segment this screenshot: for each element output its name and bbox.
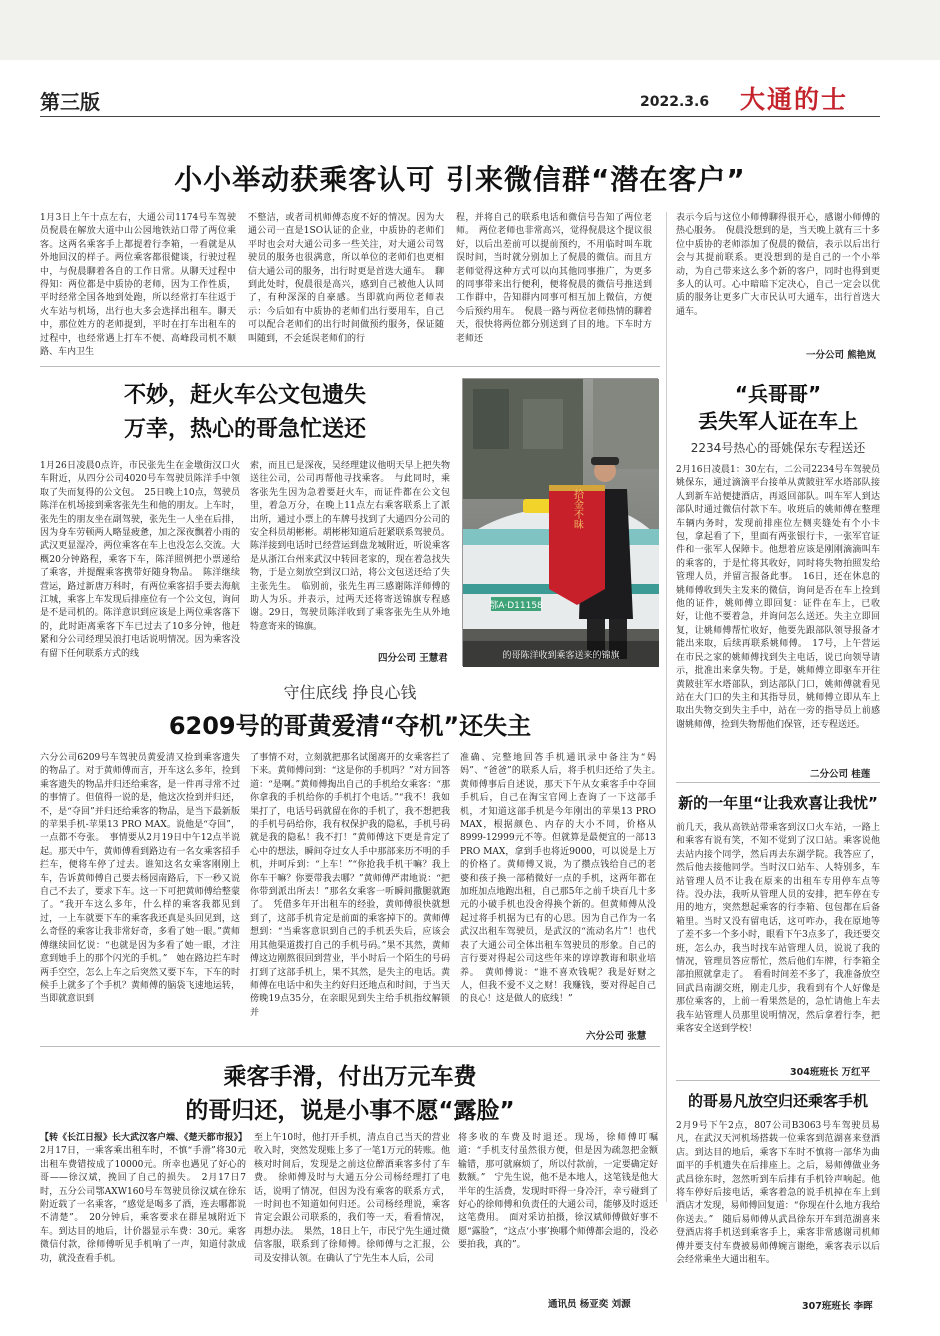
article5-body: 前几天，我从高铁站带乘客到汉口火车站，一路上和乘客有说有笑，不知不觉到了汉口站。乘客说他去站内接个同学，然后再去东湖学院。我答应了，然后他去接他同学。当时汉口站车、人特别多，车站管理人员不让我在原来的出租车专用停车点等待。没办法，我听从管理人员的安排，把车停在专用的地方，突然想起乘客的行李箱、包包都在后备箱里。当时又没有留电话，这可咋办，我在原地等了差不多一个多小时，眼看下午3点多了，我还要交班，怎么办，我当时找车站管理人员，说说了我的情况，管理员答应帮忙，然后他们车牌，行李箱全部拍照就拿走了。 看看时间差不多了，我准备放空回武昌南湖交班，刚走几步，我看到有个人好像是那位乘客的，上前一看果然是的，急忙请他上车去我车站管理人员那里说明情况，然后拿着行李，把乘客安全送到学校！ — [676, 823, 880, 1035]
article6-col3: 将多收的车费及时退还。现场，徐师傅叮嘱道：“手机支付虽然很方便，但是因为疏忽把金额输错，那可就麻烦了，所以付款前，一定要确定好数额。” 宁先生说，他不是本地人，这笔钱是他大半年的生活费，发现时吓得一身冷汗，幸亏碰到了好心的徐师傅和负责任的大通公司，能够及时返还这笔费用。 面对采访拍摄，徐汉斌师傅做好事不愿“露脸”，“这点‘小事’换哪个师傅都会退的，没必要拍我，真的”。 — [458, 1133, 658, 1251]
header-rule — [40, 116, 880, 117]
column-divider — [666, 212, 667, 1202]
article6-title-line1: 乘客手滑，付出万元车费 — [223, 1064, 477, 1090]
issue-date: 2022.3.6 — [640, 94, 710, 110]
article4-byline: 六分公司 张慧 — [586, 1031, 647, 1042]
article6-col1 — [40, 1132, 246, 1312]
divider — [40, 366, 660, 367]
article1-title: 小小举动获乘客认可 引来微信群“潜在客户” — [174, 163, 746, 196]
page-top-margin — [0, 0, 940, 60]
article3-byline: 二分公司 桂莲 — [810, 769, 871, 780]
article5-title: 新的一年里“让我欢喜让我忧” — [678, 794, 878, 812]
divider — [676, 1080, 880, 1081]
license-plate-text: 鄂A·D11158 — [489, 601, 543, 611]
article2-col1: 1月26日凌晨0点许，市民张先生在金墩街汉口火车附近，从四分公司4020号车驾驶员陈洋手中领取了失而复得的公文包。 25日晚上10点，驾驶员陈洋在机场接到乘客张先生和他的朋友。上车时，张先生的朋友坐在副驾驶，张先生一人坐在后排，因为身车劳顿两人略显疲惫，加之深夜飘着小雨的武汉更显湿冷，两位乘客在车上也没怎么交流。大概20分钟路程，乘客下车，陈洋照例把小票递给了乘客，并提醒乘客携带好随身物品。 陈洋继续营运，路过新唐万科时，有两位乘客招手要去海航江城，乘客上车发现后排座位有一个公文包，询问是不是司机的。陈洋意识到应该是上两位乘客落下的，此时距离乘客下车已过去了10多分钟，他赶紧和分公司经理吴浪打电话说明情况。因为乘客没有留下任何联系方式的线 — [40, 461, 240, 659]
article7-title: 的哥易凡放空归还乘客手机 — [687, 1092, 868, 1110]
article3-title-line1: “兵哥哥” — [734, 382, 822, 406]
divider — [40, 1046, 660, 1047]
photo-image — [463, 379, 659, 667]
article4-col2: 了事情不对，立刻就把那名试图离开的女乘客拦了下来。黄师傅问到：“这是你的手机吗？”对方回答道：“是啊。”黄师傅掏出自己的手机给女乘客：“那你拿我的手机给你的手机打个电话。”“我不！我如果打了，电话号码就留在你的手机了，我不想把我的手机号码给你，我有权保护我的隐私，手机号码就是我的隐私！我不打！”黄师傅这下更是肯定了心中的想法，瞬间夺过女人手中那部来历不明的手机，并呵斥到：“上车！”“你抢我手机干嘛？我上你车干嘛？你要带我去哪？”黄师傅严肃地说：“把你带到派出所去！”那名女乘客一听瞬间撒腿就跑了。 凭借多年开出租车的经验，黄师傅很快就想到了，这部手机肯定是前面的乘客掉下的。黄师傅想到：“当乘客意识到自己的手机丢失后，应该会用其他渠道拨打自己的手机号码。”果不其然，黄师傅这边刚熬很回到营业，半小时后一个陌生的号码打到了这部手机上，果不其然，是失主的电话。黄师傅在电话中和失主约好归还地点和时间，于当天傍晚19点35分，在亲眼见到失主给手机指纹解锁并 — [250, 753, 450, 1018]
article2-title-line2: 万幸，热心的哥急忙送还 — [123, 417, 366, 442]
article3-title-line2: 丢失军人证在车上 — [698, 409, 858, 433]
article1-col4: 表示今后与这位小师傅聊得很开心，感谢小师傅的热心服务。 倪晨没想到的是，当天晚上就有三十多位中质协的老师添加了倪晨的微信，表示以后出行会与其提前联系。更没想到的是自己的一个小举动，为自己带来这么多个新的客户，同时也得到更多人的认可。心中暗暗下定决心，自己一定会以优质的服务让更多广大市民认可大通车，出行首选大通车。 — [676, 213, 880, 317]
banner-text: 拾金不昧 — [571, 489, 583, 529]
page-label: 第三版 — [40, 90, 100, 114]
article5-byline: 304班班长 万红平 — [790, 1067, 871, 1078]
article4-col3: 准确、完整地回答手机通讯录中备注为“妈妈”、“爸爸”的联系人后，将手机归还给了失主。 黄师傅事后自述说，那天下午从女乘客手中夺回手机后，自己在淘宝官网上查询了一下这部手机，才知道这部手机是今年刚出的苹果13 PRO MAX，根据颜色、内存的大小不同，价格从8999-12999元不等。但就算是最便宜的一部13 PRO MAX，拿到手也将近9000，可以说是上万的价格了。黄师傅又说，为了攒点钱给自己的老婆和孩子换一部稍微好一点的手机，这两年都在加班加点地跑出租，自己那5年之前千块百几十多元的小破手机也没舍得换个新的。但黄师傅从没起过将手机据为已有的心思。因为自己作为一名武汉出租车驾驶员，是武汉的“流动名片”！也代表了大通公司全体出租车驾驶员的形象。自己的言行要对得起公司这些年来的谆谆教诲和职业培养。 黄师傅说：“谁不喜欢钱呢？我是好财之人，但我不爱不义之财！我赚钱，要对得起自己的良心！这是做人的底线！” — [460, 753, 666, 1005]
photo-caption: 的哥陈洋收到乘客送来的锦旗 — [502, 651, 620, 661]
article7-body: 2月9号下午2点，807公司B3063号车驾驶员易凡，在武汉天河机场搭载一位乘客到范湖喜来登酒店。到达目的地后，乘客下车时不慎将一部华为曲面平的手机遗失在后排座上。之后，易师傅做业务武昌徐东时，忽然听到车后排有手机铃声响起。他将车停好后接电话，乘客着急的说手机掉在车上到酒店才发现，易师傅回复道：“你现在什么地方我给你送去。” 随后易师傅从武昌徐东开车到范湖喜来登酒店将手机送到乘客手上，乘客非常感谢司机师傅并要支付车费被易师傅婉言谢绝，乘客表示以后会经常乘坐大通出租车。 — [676, 1121, 880, 1266]
article6-byline: 通讯员 杨亚奕 刘源 — [548, 1299, 631, 1310]
article4-title: 6209号的哥黄爱清“夺机”还失主 — [168, 712, 532, 740]
article4-col1: 六分公司6209号车驾驶员黄爱清又捡到乘客遗失的物品了。对于黄师傅而言，开车这么多年，捡到乘客遗失的物品并归还给乘客，是一件再寻常不过的事情了。但值得一说的是，他这次捡到并归还，不，是“夺回”并归还给乘客的物品，是当下最新版的苹果手机-苹果13 PRO MAX。说他是“夺回”，一点都不夸张。 事情要从2月19日中午12点半说起。那天中午，黄师傅看到路边有一名女乘客招手拦车，便将车停了过去。谁知这名女乘客刚刚上车，告诉黄师傅自己要去杨园南路后，下一秒又说自己不去了，要求下车。这一下可把黄师傅给整蒙了。“我开车这么多年，什么样的乘客我都见到过，一上车就要下车的乘客我还真是头回见到，这么奇怪的乘客让我非常好奇，多看了她一眼。”黄师傅继续回忆说：“也就是因为多看了她一眼，才注意到她手上的那个闪光的手机。” 她在路边拦车时两手空空，怎么上车之后突然又要下车，下车的时候手上就多了个手机？黄师傅的脑袋飞速地运转，当即就意识到 — [40, 753, 240, 1005]
article6-source-note: 【转《长江日报》长大武汉客户端、《楚天都市报》】 — [40, 1133, 248, 1143]
article2-byline: 四分公司 王慧君 — [378, 653, 448, 664]
masthead-logo: 大通的士 — [740, 85, 849, 114]
article6-col1-text: 2月17日，一乘客乘出租车时，不慎“手滑”将30元出租车费错按成了10000元。所幸也遇见了好心的哥——徐汉斌，挽回了自己的损失。 2月17日7时，五分公司鄂AXW160号车驾驶员徐汉斌在徐东附近载了一名乘客，“感觉是喝多了酒，连去哪都说不清楚”。 20分钟后，乘客要求在群星城附近下车。到达目的地后，计价器显示车费：30元。乘客微信付款，徐师傅听见手机响了一声，知道付款成功，就没查看手机。 — [40, 1146, 246, 1264]
article1-col1: 1月3日上午十点左右，大通公司1174号车驾驶员倪晨在解放大道中山公园地铁站口带了两位乘客。这两名乘客手上都提着行李箱，一看就是从外地回汉的样子。两位乘客都很健谈，行驶过程中，与倪晨聊着各自的工作日常。从聊天过程中得知：两位都是中质协的老师，因为工作性质，平时经常全国各地到处跑，所以经常打车往返于火车站与机场，出行也大多会选择出租车。聊天中，那位姓方的老师提到，平时在打车出租车的过程中，也经常遇上打车不便、高峰段司机不顺路、车内卫生 — [40, 213, 236, 358]
article2-col2: 索，而且已是深夜，吴经理建议他明天早上把失物送往公司，公司再帮他寻找乘客。 与此同时，乘客张先生因为急着要赶火车，而证件都在公文包里，着急万分，在晚上11点左右乘客联系上了派出所，通过小票上的车牌号找到了大通四分公司的安全科员胡彬彬。胡彬彬知道后赶紧联系驾驶员。陈洋接到电话时已经营运到盘龙城附近，听说乘客是从浙江台州来武汉中转回老家的，现在着急找失物，于是立刻放空到汉口站，将公文包送还给了失主张先生。 临别前，张先生再三感谢陈洋师傅的助人为乐。并表示，过两天还将寄送锦旗专程感谢。29日，驾驶员陈洋收到了乘客张先生从外地特意寄来的锦旗。 — [250, 461, 450, 632]
divider — [676, 782, 880, 783]
article1-col2: 不整洁，或者司机师傅态度不好的情况。因为大通公司一直是1SO认证的企业，中质协的老师们平时也会对大通公司多一些关注，对大通公司驾驶员的服务也很满意，所以单位的老师们也更相信大通公司的服务，出行时更是首选大通车。 聊到此处时，倪晨很是高兴，感到自己被他人认同了，有种深深的自豪感。当即就向两位老师表示：今后如有中质协的老师们出行要用车，自己可以配合老师们的出行时间做预约服务，保证随叫随到，不会延误老师们的行 — [248, 213, 444, 344]
article3-body: 2月16日凌晨1：30左右，二公司2234号车驾驶员姚保东，通过滴滴平台接单从黄陂驻军水塔部队接人到新车站便捷酒店，再返回部队。叫车军人到达部队时通过微信付款下车。收班后的姚师傅在整理车辆内务时，发现前排座位左侧夹缝处有个小卡包，拿起看了下，里面有两张银行卡，一张军官证件和一张军人保障卡。他想着应该是刚刚滴滴叫车的乘客的，于是忙将其收好，同时将失物拍照发给管理人员，并留言报备此事。 16日，还在休息的姚师傅收到失主发来的微信，询问是否在车上捡到他的证件，姚师傅立即回复：证件在车上，已收好，让他不要着急，并询问怎么送还。失主立即回复，让姚师傅帮忙收好，他要先跟部队领导报备才能出来取，后续再联系姚师傅。 17号，上午营运在市民之家的姚师傅找到失主电话，说已向领导请示，批准出来拿失物。于是，姚师傅立即驱车开往黄陂驻军水塔部队，到达部队门口，姚师傅就看见站在大门口的失主和其指导员，姚师傅立即从车上取出失物交到失主手中，站在一旁的指导员上前感谢姚师傅，捡到失物帮他们保管，还专程送还。 — [676, 465, 880, 730]
article1-col3: 程，并将自己的联系电话和微信号告知了两位老师。 两位老师也非常高兴，觉得倪晨这个提议很好，以后出差前可以提前预约，不用临时叫车耽误时间，当时就分别加上了倪晨的微信。而且方老师觉得这种方式可以向其他同事推广，为更多的同事带来出行便利，便将倪晨的微信号推送到工作群中，告知群内同事可相互加上微信，方便今后预约用车。 倪晨一路与两位老师热情的聊着天，很快将两位都分别送到了目的地。下车时方老师还 — [456, 213, 652, 344]
article6-title-line2: 的哥归还，说是小事不愿“露脸” — [185, 1098, 515, 1124]
article6-col2: 至上午10时，他打开手机，清点自己当天的营业收入时，突然发现账上多了一笔1万元的转账。他核对时间后，发现是之前这位醉酒乘客多付了车费。 徐师傅及时与大通五分公司杨经理打了电话，说明了情况，但因为没有乘客的联系方式，一时间也不知道如何归还。公司杨经理说，乘客肯定会跟公司联系的，我们等一天，看看情况，再想办法。 果然，18日上午，市民宁先生通过微信客服，联系到了徐师傅。徐师傅与之汇报，公司及安排认领。在确认了宁先生本人后，公司 — [254, 1133, 450, 1264]
article1-byline: 一分公司 熊艳岚 — [806, 350, 876, 361]
photo-driver-with-banner — [462, 378, 658, 666]
article4-kicker: 守住底线 挣良心钱 — [283, 683, 417, 702]
article7-byline: 307班班长 李晖 — [802, 1301, 873, 1312]
article2-title-line1: 不妙，赶火车公文包遗失 — [123, 383, 366, 408]
article3-subtitle: 2234号热心的哥姚保东专程送还 — [690, 441, 866, 455]
